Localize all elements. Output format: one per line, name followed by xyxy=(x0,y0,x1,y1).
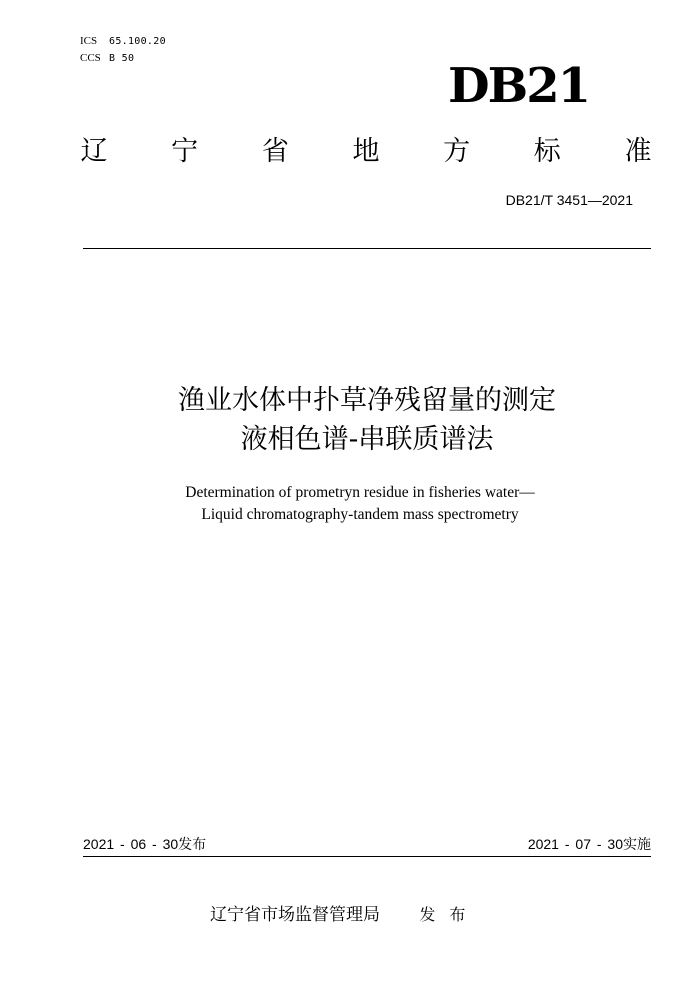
ccs-label: CCS xyxy=(80,52,101,64)
ccs-row xyxy=(80,50,280,67)
ics-row xyxy=(80,33,280,50)
standard-type-char: 地 xyxy=(352,136,380,167)
standard-type-char: 标 xyxy=(533,136,561,167)
footer-divider xyxy=(83,856,651,857)
standard-type-char: 省 xyxy=(261,136,289,167)
dates-row xyxy=(83,834,651,856)
ics-value: 65.100.20 xyxy=(109,36,166,47)
standard-number: DB21/T 3451—2021 xyxy=(505,192,633,208)
english-title-line-2: Liquid chromatography-tandem mass spectrometry xyxy=(201,506,519,523)
english-title-line-1: Determination of prometryn residue in fisheries water— xyxy=(185,484,535,501)
ccs-value: B 50 xyxy=(109,53,135,64)
issue-date-value: 2021 - 06 - 30 xyxy=(83,836,179,852)
issuer-action: 发布 xyxy=(419,905,480,924)
header-divider xyxy=(83,248,651,249)
standard-type-title xyxy=(76,134,656,170)
issuer-line xyxy=(210,903,479,927)
implementation-date-value: 2021 - 07 - 30 xyxy=(527,836,623,852)
implementation-date-label: 实施 xyxy=(623,837,651,853)
chinese-title-line-1: 渔业水体中扑草净残留量的测定 xyxy=(178,385,556,416)
implementation-date xyxy=(528,834,651,855)
issue-date xyxy=(83,834,206,855)
ics-label: ICS xyxy=(80,35,98,47)
standard-type-char: 方 xyxy=(443,136,471,167)
issuer-name: 辽宁省市场监督管理局 xyxy=(210,905,380,925)
classification-codes xyxy=(80,33,280,67)
standard-type-char: 辽 xyxy=(80,136,108,167)
issue-date-label: 发布 xyxy=(178,837,207,853)
standard-type-char: 准 xyxy=(624,136,652,167)
standard-type-char: 宁 xyxy=(171,136,199,167)
db21-logo: DB21 xyxy=(448,58,589,114)
chinese-title-line-2: 液相色谱-串联质谱法 xyxy=(240,424,494,455)
